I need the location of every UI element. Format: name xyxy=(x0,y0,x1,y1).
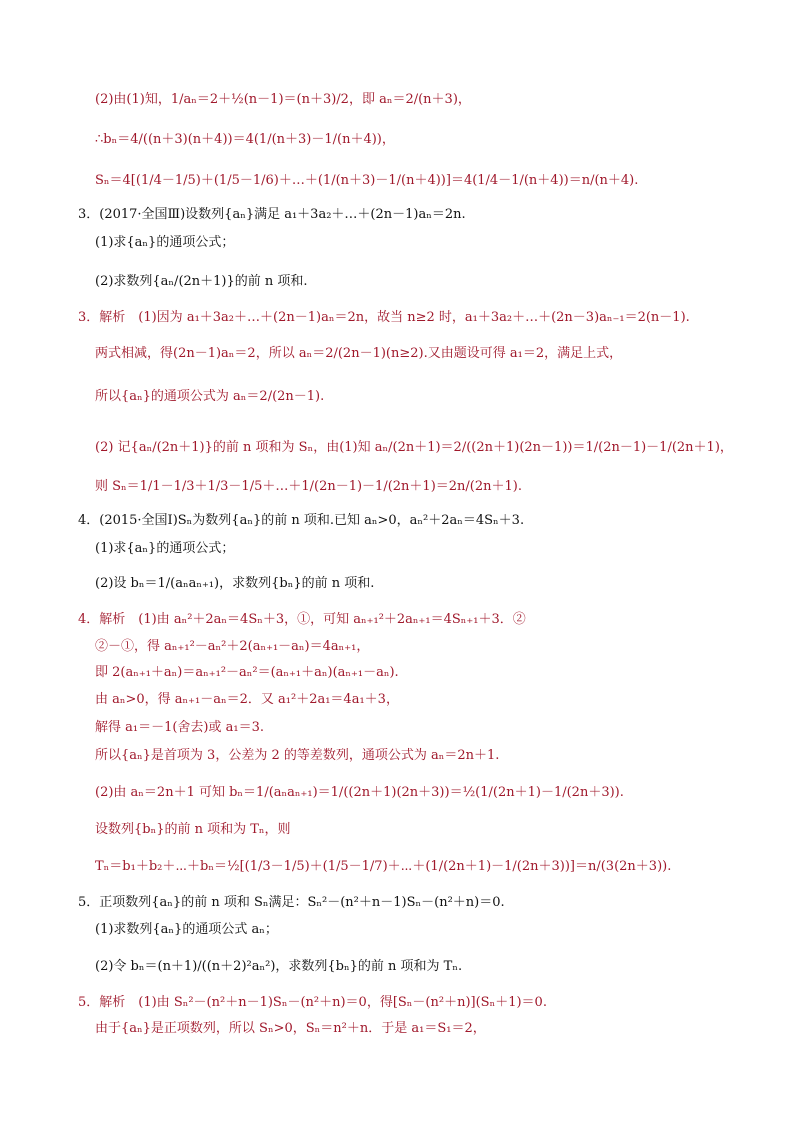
line-17: 即 2(aₙ₊₁＋aₙ)＝aₙ₊₁²－aₙ²＝(aₙ₊₁＋aₙ)(aₙ₊₁－aₙ). xyxy=(95,665,399,680)
line-19: 解得 a₁＝－1(舍去)或 a₁＝3. xyxy=(95,720,265,735)
line-8: 两式相减，得(2n－1)aₙ＝2，所以 aₙ＝2/(2n－1)(n≥2).又由题设可得 a₁＝2，满足上式， xyxy=(95,346,623,361)
line-10: (2) 记{aₙ/(2n＋1)}的前 n 项和为 Sₙ，由(1)知 aₙ/(2n＋1)＝2/((2n＋1)(2n－1))＝1/(2n－1)－1/(2n＋1)， xyxy=(95,440,733,455)
line-5: (1)求{aₙ}的通项公式； xyxy=(95,235,235,250)
line-28: 由于{aₙ}是正项数列，所以 Sₙ>0，Sₙ＝n²＋n．于是 a₁＝S₁＝2， xyxy=(95,1021,486,1036)
line-7: 3．解析 (1)因为 a₁＋3a₂＋…＋(2n－1)aₙ＝2n，故当 n≥2 时，a₁＋3a₂＋…＋(2n－3)aₙ₋₁＝2(n－1). xyxy=(78,310,690,325)
line-12: 4．(2015·全国Ⅰ)Sₙ为数列{aₙ}的前 n 项和.已知 aₙ>0，aₙ²＋2aₙ＝4Sₙ＋3. xyxy=(78,513,525,528)
line-27: 5．解析 (1)由 Sₙ²－(n²＋n－1)Sₙ－(n²＋n)＝0，得[Sₙ－(n²＋n)](Sₙ＋1)＝0. xyxy=(78,995,547,1010)
line-21: (2)由 aₙ＝2n＋1 可知 bₙ＝1/(aₙaₙ₊₁)＝1/((2n＋1)(2n＋3))＝½(1/(2n＋1)－1/(2n＋3)). xyxy=(95,785,624,800)
line-24: 5．正项数列{aₙ}的前 n 项和 Sₙ满足：Sₙ²－(n²＋n－1)Sₙ－(n²＋n)＝0. xyxy=(78,895,505,910)
line-25: (1)求数列{aₙ}的通项公式 aₙ； xyxy=(95,922,278,937)
line-15: 4．解析 (1)由 aₙ²＋2aₙ＝4Sₙ＋3，①，可知 aₙ₊₁²＋2aₙ₊₁＝4Sₙ₊₁＋3．② xyxy=(78,612,526,627)
line-14: (2)设 bₙ＝1/(aₙaₙ₊₁)，求数列{bₙ}的前 n 项和. xyxy=(95,576,375,591)
line-13: (1)求{aₙ}的通项公式； xyxy=(95,541,235,556)
line-2: ∴bₙ＝4/((n＋3)(n＋4))＝4(1/(n＋3)－1/(n＋4))， xyxy=(95,132,395,147)
line-6: (2)求数列{aₙ/(2n＋1)}的前 n 项和. xyxy=(95,274,308,289)
line-23: Tₙ＝b₁＋b₂＋⋯＋bₙ＝½[(1/3－1/5)＋(1/5－1/7)＋⋯＋(1/(2n＋1)－1/(2n＋3))]＝n/(3(2n＋3)). xyxy=(95,859,672,874)
line-16: ②－①，得 aₙ₊₁²－aₙ²＋2(aₙ₊₁－aₙ)＝4aₙ₊₁， xyxy=(95,639,370,654)
line-3: Sₙ＝4[(1/4－1/5)＋(1/5－1/6)＋…＋(1/(n＋3)－1/(n＋4))]＝4(1/4－1/(n＋4))＝n/(n＋4). xyxy=(95,173,639,188)
line-11: 则 Sₙ＝1/1－1/3＋1/3－1/5＋…＋1/(2n－1)－1/(2n＋1)＝2n/(2n＋1). xyxy=(95,479,522,494)
line-20: 所以{aₙ}是首项为 3，公差为 2 的等差数列，通项公式为 aₙ＝2n＋1. xyxy=(95,748,500,763)
line-1: (2)由(1)知，1/aₙ＝2＋½(n－1)＝(n＋3)/2，即 aₙ＝2/(n＋3)， xyxy=(95,92,471,107)
line-4: 3．(2017·全国Ⅲ)设数列{aₙ}满足 a₁＋3a₂＋…＋(2n－1)aₙ＝2n. xyxy=(78,207,466,222)
line-26: (2)令 bₙ＝(n＋1)/((n＋2)²aₙ²)，求数列{bₙ}的前 n 项和为 Tₙ. xyxy=(95,959,463,974)
line-9: 所以{aₙ}的通项公式为 aₙ＝2/(2n－1). xyxy=(95,389,325,404)
line-18: 由 aₙ>0，得 aₙ₊₁－aₙ＝2．又 a₁²＋2a₁＝4a₁＋3， xyxy=(95,692,399,707)
line-22: 设数列{bₙ}的前 n 项和为 Tₙ，则 xyxy=(95,822,291,837)
